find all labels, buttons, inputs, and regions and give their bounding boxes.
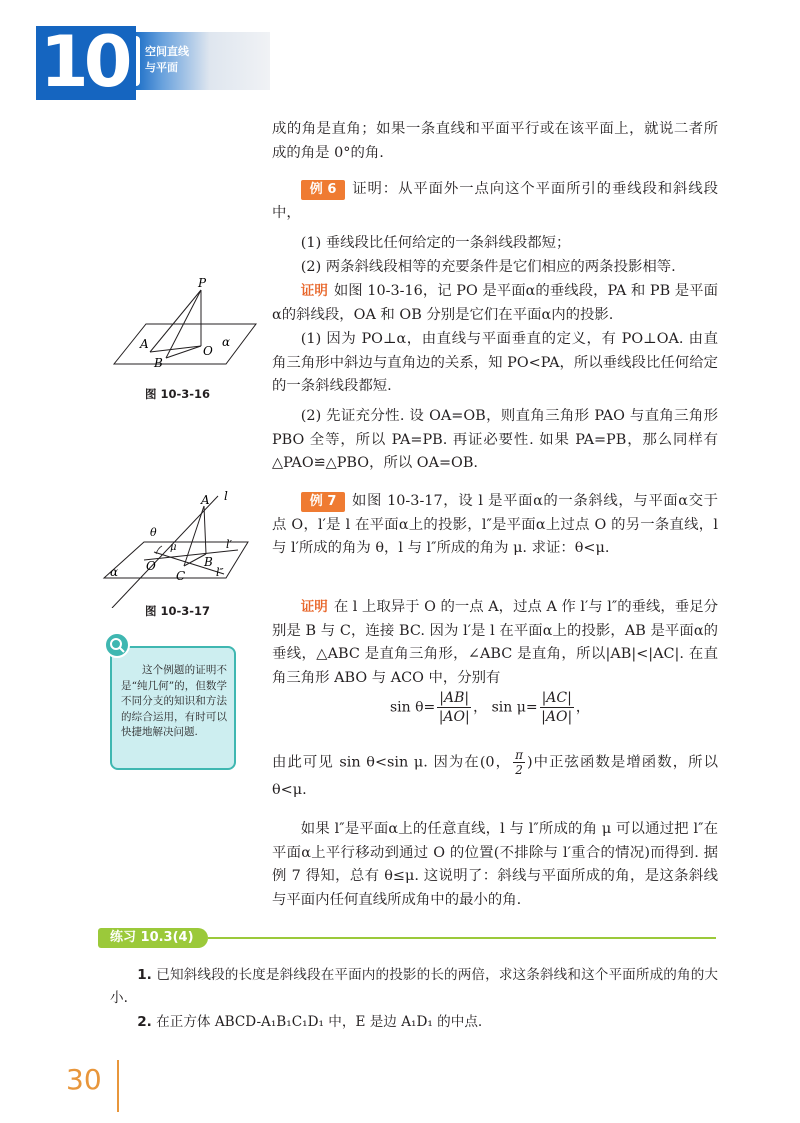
label-A-17: A bbox=[201, 493, 210, 507]
magnifier-icon-glyph bbox=[106, 634, 128, 656]
fraction-den-2: 2 bbox=[515, 763, 523, 777]
segment-PA bbox=[150, 290, 201, 352]
after-formula-post: 中正弦函数是增函数，所以 θ<μ. bbox=[272, 754, 718, 798]
example6-item2: (2) 两条斜线段相等的充要条件是它们相应的两条投影相等. bbox=[300, 259, 676, 275]
example6-statement-text: 证明：从平面外一点向这个平面所引的垂线段和斜线段中， bbox=[272, 181, 718, 221]
example6-proof-intro bbox=[272, 280, 718, 327]
label-theta: θ bbox=[150, 526, 157, 539]
label-O-17: O bbox=[146, 559, 156, 573]
fraction-den-ao: |AO| bbox=[438, 709, 470, 725]
figure-16-caption: 图 10-3-16 bbox=[145, 387, 211, 401]
example6-proof-intro-text: 如图 10-3-16，记 PO 是平面α的垂线段，PA 和 PB 是平面α的斜线段，OA 和 OB 分别是它们在平面α内的投影. bbox=[272, 283, 718, 323]
chapter-number: 10 bbox=[40, 21, 128, 103]
chapter-title-line1: 空间直线 bbox=[145, 45, 189, 58]
example7-proof-label: 证明 bbox=[300, 599, 328, 615]
exercise-item-2-number: 2. bbox=[137, 1014, 152, 1030]
line-l-prime bbox=[144, 550, 238, 560]
label-mu: μ bbox=[170, 542, 177, 553]
interval-left: (0， bbox=[479, 754, 512, 771]
figure-17-caption: 图 10-3-17 bbox=[145, 604, 211, 618]
label-P: P bbox=[198, 276, 207, 290]
exercise-item-1 bbox=[110, 964, 718, 1010]
example7-statement-text: 如图 10-3-17，设 l 是平面α的一条斜线，与平面α交于点 O，l′是 l 在平面α上的投影，l″是平面α上过点 O 的另一条直线，l 与 l′所成的角为 θ，l 与 l″所成的角为 μ. 求证：θ<μ. bbox=[272, 493, 718, 556]
label-alpha-17: α bbox=[110, 565, 119, 579]
page-number: 30 bbox=[66, 1063, 102, 1096]
fraction-pi-over-2 bbox=[513, 748, 525, 777]
tip-text: 这个例题的证明不是“纯几何”的，但数学不同分支的知识和方法的综合运用，有时可以快捷地解决问题. bbox=[121, 664, 227, 738]
label-B: B bbox=[154, 356, 163, 370]
fraction-num-pi: π bbox=[515, 748, 523, 762]
segment-AB bbox=[204, 506, 206, 554]
fraction-num-ab: |AB| bbox=[439, 690, 470, 706]
example6-proof-part2: (2) 先证充分性. 设 OA=OB，则直角三角形 PAO 与直角三角形 PBO 全等，所以 PA=PB. 再证必要性. 如果 PA=PB，那么同样有△PAO≌△PBO，所以 OA=OB. bbox=[272, 408, 718, 471]
chapter-title bbox=[145, 44, 189, 76]
label-C: C bbox=[176, 569, 186, 583]
fraction-den-ao-2: |AO| bbox=[541, 709, 573, 725]
example6-proof-part1: (1) 因为 PO⊥α，由直线与平面垂直的定义，有 PO⊥OA. 由直角三角形中斜边与直角边的关系，知 PO<PA，所以垂线段比任何给定的一条斜线段都短. bbox=[272, 331, 718, 394]
label-O: O bbox=[203, 344, 213, 358]
example6-statement bbox=[272, 178, 718, 225]
example7-statement bbox=[272, 490, 718, 561]
figure-10-3-17 bbox=[98, 490, 258, 608]
fraction-ac-ao bbox=[540, 689, 574, 726]
magnifier-icon bbox=[104, 632, 130, 658]
exercise-item-2-text: 在正方体 ABCD-A₁B₁C₁D₁ 中，E 是边 A₁D₁ 的中点. bbox=[156, 1014, 483, 1030]
after-formula-pre: 由此可见 sin θ<sin μ. 因为在 bbox=[272, 754, 480, 771]
exercise-header-rule bbox=[208, 937, 716, 939]
formula-sin-theta: sin θ= bbox=[390, 699, 436, 716]
label-B-17: B bbox=[204, 555, 213, 569]
exercise-title: 练习 10.3(4) bbox=[110, 930, 194, 945]
label-alpha: α bbox=[222, 335, 231, 349]
example7-conclusion: 如果 l″是平面α上的任意直线，l 与 l″所成的角 μ 可以通过把 l″在平面α上平行移动到通过 O 的位置(不排除与 l′重合的情况)而得到. 据例 7 得知，总有 θ≤μ. 这说明了：斜线与平面所成的角，是这条斜线与平面内任何直线所成角中的最小的角. bbox=[272, 821, 718, 908]
exercise-item-2 bbox=[110, 1011, 718, 1034]
label-l-prime: l′ bbox=[226, 538, 233, 551]
fraction-num-ac: |AC| bbox=[541, 690, 572, 706]
label-l-double-prime: l″ bbox=[216, 566, 224, 579]
chapter-title-line2: 与平面 bbox=[145, 61, 178, 74]
fraction-ab-ao bbox=[437, 689, 471, 726]
label-A: A bbox=[140, 337, 149, 351]
label-l: l bbox=[224, 490, 228, 503]
example7-proof-body: 在 l 上取异于 O 的一点 A，过点 A 作 l′与 l″的垂线，垂足分别是 B 与 C，连接 BC. 因为 l′是 l 在平面α上的投影，AB 是平面α的垂线，△ABC 是直角三角形，∠ABC 是直角，所以|AB|<|AC|. 在直角三角形 ABO 与 ACO 中，分别有 bbox=[272, 599, 718, 686]
formula-sines bbox=[390, 689, 590, 726]
page-number-rule bbox=[117, 1060, 119, 1112]
example6-item1: (1) 垂线段比任何给定的一条斜线段都短； bbox=[300, 235, 571, 251]
exercise-item-1-text: 已知斜线段的长度是斜线段在平面内的投影的长的两倍，求这条斜线和这个平面所成的角的大小. bbox=[110, 967, 718, 1006]
exercise-item-1-number: 1. bbox=[137, 967, 152, 983]
example6-tag: 例 6 bbox=[301, 180, 346, 200]
example6-proof-label: 证明 bbox=[300, 283, 328, 299]
formula-separator: ， bbox=[473, 699, 488, 716]
example7-tag: 例 7 bbox=[301, 492, 346, 512]
formula-sin-mu: sin μ= bbox=[491, 699, 538, 716]
example7-after-formula bbox=[272, 748, 718, 803]
paragraph-top: 成的角是直角；如果一条直线和平面平行或在该平面上，就说二者所成的角是 0°的角. bbox=[272, 121, 718, 161]
figure-10-3-16 bbox=[108, 276, 258, 376]
example7-proof bbox=[272, 596, 718, 690]
formula-end: ， bbox=[575, 699, 590, 716]
interval-right: ) bbox=[526, 754, 533, 771]
chapter-band-notch bbox=[136, 36, 140, 86]
plane-alpha bbox=[114, 324, 256, 364]
